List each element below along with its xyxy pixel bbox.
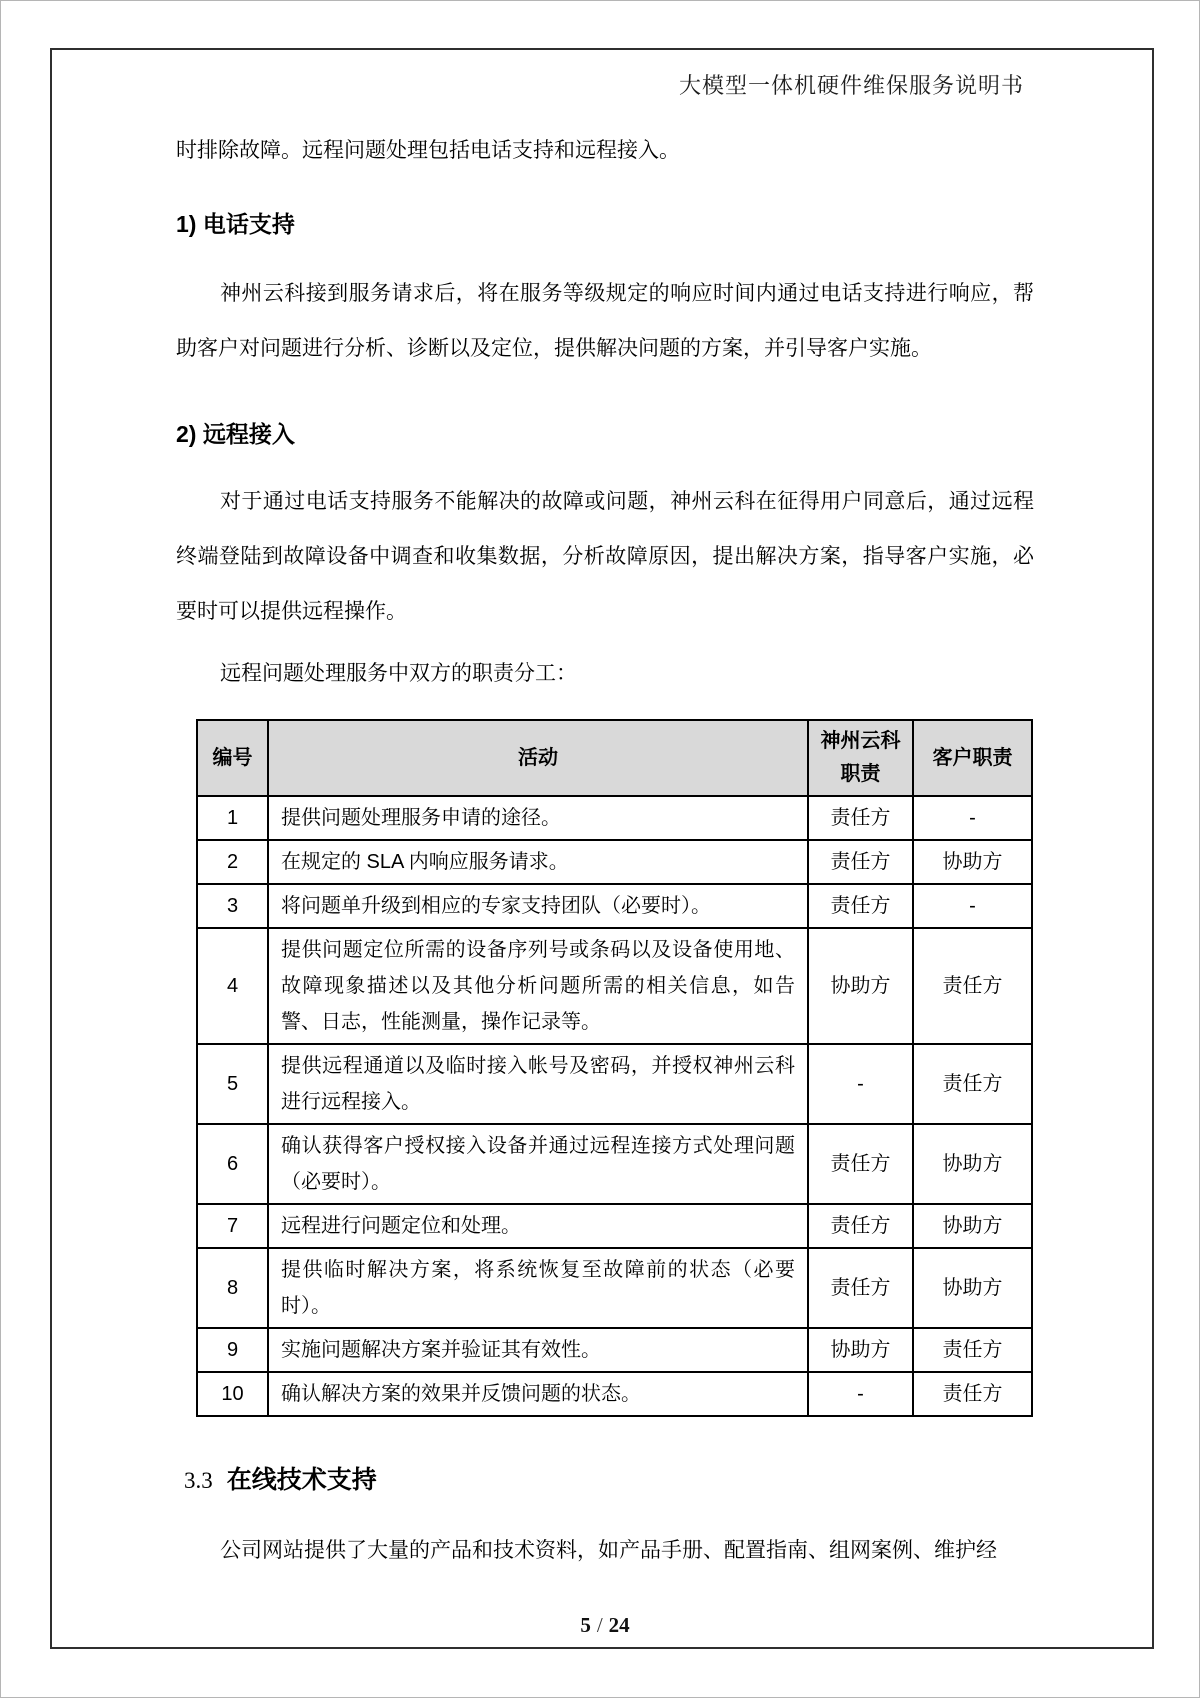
company-role-cell: 责任方 — [808, 1124, 913, 1204]
row-number-cell: 1 — [197, 796, 268, 840]
table-row — [197, 1248, 1032, 1328]
customer-role-cell: 责任方 — [913, 1328, 1032, 1372]
header-cell-number: 编号 — [197, 720, 268, 796]
company-role-cell: 协助方 — [808, 928, 913, 1044]
table-row — [197, 1204, 1032, 1248]
document-page — [50, 48, 1154, 1649]
page-header-title: 大模型一体机硬件维保服务说明书 — [678, 73, 1024, 98]
responsibility-table-body — [197, 796, 1032, 1416]
activity-cell: 实施问题解决方案并验证其有效性。 — [268, 1328, 808, 1372]
footer-separator: / — [596, 1613, 603, 1637]
row-number-cell: 10 — [197, 1372, 268, 1416]
row-number-cell: 9 — [197, 1328, 268, 1372]
section-3-3-body: 公司网站提供了大量的产品和技术资料，如产品手册、配置指南、组网案例、维护经 — [220, 1539, 997, 1562]
row-number-cell: 8 — [197, 1248, 268, 1328]
table-intro-line: 远程问题处理服务中双方的职责分工： — [220, 662, 577, 685]
section-number: 3.3 — [184, 1468, 213, 1493]
header-cell-activity: 活动 — [268, 720, 808, 796]
activity-cell: 确认获得客户授权接入设备并通过远程连接方式处理问题（必要时）。 — [268, 1124, 808, 1204]
responsibility-table — [196, 719, 1033, 1417]
subsection-2-body: 对于通过电话支持服务不能解决的故障或问题，神州云科在征得用户同意后，通过远程终端登陆到故障设备中调查和收集数据，分析故障原因，提出解决方案，指导客户实施，必要时可以提供远程操作。 — [176, 490, 1034, 623]
company-role-cell: 责任方 — [808, 884, 913, 928]
customer-role-cell: 责任方 — [913, 1044, 1032, 1124]
company-role-cell: 责任方 — [808, 1248, 913, 1328]
row-number-cell: 2 — [197, 840, 268, 884]
intro-paragraph: 时排除故障。远程问题处理包括电话支持和远程接入。 — [176, 139, 680, 162]
company-role-cell: 责任方 — [808, 1204, 913, 1248]
table-row — [197, 840, 1032, 884]
activity-cell: 提供临时解决方案，将系统恢复至故障前的状态（必要时）。 — [268, 1248, 808, 1328]
row-number-cell: 6 — [197, 1124, 268, 1204]
table-row — [197, 1372, 1032, 1416]
subsection-1-body: 神州云科接到服务请求后，将在服务等级规定的响应时间内通过电话支持进行响应，帮助客户对问题进行分析、诊断以及定位，提供解决问题的方案，并引导客户实施。 — [176, 282, 1034, 360]
table-row — [197, 796, 1032, 840]
row-number-cell: 4 — [197, 928, 268, 1044]
row-number-cell: 5 — [197, 1044, 268, 1124]
section-title: 在线技术支持 — [226, 1466, 377, 1494]
header-cell-company-role: 神州云科职责 — [808, 720, 913, 796]
customer-role-cell: 协助方 — [913, 1204, 1032, 1248]
row-number-cell: 3 — [197, 884, 268, 928]
activity-cell: 将问题单升级到相应的专家支持团队（必要时）。 — [268, 884, 808, 928]
company-role-cell: 责任方 — [808, 796, 913, 840]
table-header-row — [197, 720, 1032, 796]
company-role-cell: 协助方 — [808, 1328, 913, 1372]
header-cell-customer-role: 客户职责 — [913, 720, 1032, 796]
customer-role-cell: 协助方 — [913, 1248, 1032, 1328]
company-role-cell: - — [808, 1372, 913, 1416]
footer-total-pages: 24 — [608, 1613, 630, 1637]
activity-cell: 远程进行问题定位和处理。 — [268, 1204, 808, 1248]
activity-cell: 提供问题处理服务申请的途径。 — [268, 796, 808, 840]
table-row — [197, 884, 1032, 928]
company-role-cell: 责任方 — [808, 840, 913, 884]
page-footer — [176, 1613, 1034, 1638]
customer-role-cell: 协助方 — [913, 1124, 1032, 1204]
activity-cell: 提供问题定位所需的设备序列号或条码以及设备使用地、故障现象描述以及其他分析问题所需的相关信息，如告警、日志，性能测量，操作记录等。 — [268, 928, 808, 1044]
table-row — [197, 1328, 1032, 1372]
activity-cell: 在规定的 SLA 内响应服务请求。 — [268, 840, 808, 884]
table-row — [197, 1044, 1032, 1124]
activity-cell: 提供远程通道以及临时接入帐号及密码，并授权神州云科进行远程接入。 — [268, 1044, 808, 1124]
customer-role-cell: 责任方 — [913, 1372, 1032, 1416]
footer-page-number: 5 — [580, 1613, 591, 1637]
subsection-2-heading: 2) 远程接入 — [176, 421, 295, 447]
company-role-cell: - — [808, 1044, 913, 1124]
customer-role-cell: 协助方 — [913, 840, 1032, 884]
section-3-3-heading — [176, 1463, 1034, 1501]
activity-cell: 确认解决方案的效果并反馈问题的状态。 — [268, 1372, 808, 1416]
customer-role-cell: - — [913, 884, 1032, 928]
table-row — [197, 1124, 1032, 1204]
subsection-1-heading: 1) 电话支持 — [176, 211, 295, 237]
customer-role-cell: - — [913, 796, 1032, 840]
customer-role-cell: 责任方 — [913, 928, 1032, 1044]
table-row — [197, 928, 1032, 1044]
row-number-cell: 7 — [197, 1204, 268, 1248]
